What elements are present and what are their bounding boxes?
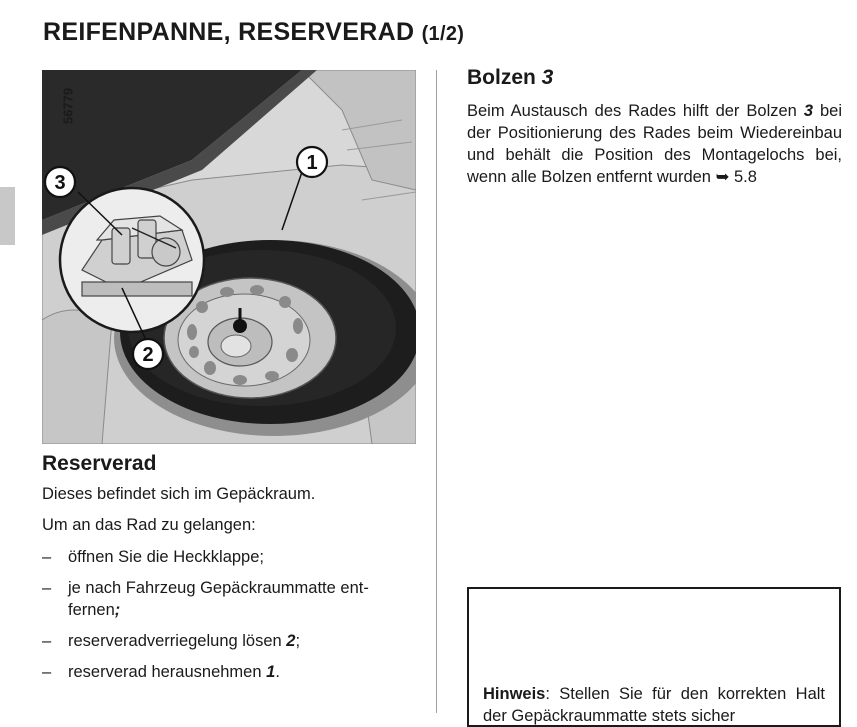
bolzen-body-post: bei der Positionierung des Rades beim Wiedereinbau und behält die Position des Montagelochs bei, wenn alle Bolzen entfernt wurden ➥ 5.8 <box>467 102 842 186</box>
hinweis-note-text <box>483 683 825 727</box>
step-text: reserveradverriegelung lösen <box>68 632 287 650</box>
callout-1-label: 1 <box>306 152 318 174</box>
page-title-main: REIFENPANNE, RESERVERAD <box>43 18 415 46</box>
step-item <box>42 577 420 621</box>
reserverad-para-location: Dieses befindet sich im Gepäckraum. <box>42 485 316 503</box>
figure-number: 56779 <box>60 87 76 125</box>
step-suffix: ; <box>114 601 121 619</box>
step-item <box>42 630 420 652</box>
bolzen-body-pre: Beim Austausch des Rades hilft der Bolzen <box>467 102 804 120</box>
step-ref: 1 <box>266 663 276 681</box>
step-dash: – <box>42 632 52 650</box>
bolzen-body-ref: 3 <box>803 102 813 120</box>
step-dash: – <box>42 579 52 597</box>
bolzen-heading-ref: 3 <box>541 66 554 89</box>
bolzen-heading-text: Bolzen <box>467 66 542 89</box>
step-ref: 2 <box>286 632 296 650</box>
spare-wheel-drawing <box>42 70 416 444</box>
hinweis-note-box <box>467 587 841 727</box>
reserverad-heading: Reserverad <box>42 452 157 475</box>
hinweis-label: Hinweis <box>483 685 546 703</box>
bolzen-heading <box>467 64 842 92</box>
step-suffix: ; <box>295 632 301 650</box>
step-item <box>42 661 420 683</box>
reserverad-para-access: Um an das Rad zu gelangen: <box>42 516 256 534</box>
bolzen-section <box>467 64 842 188</box>
column-divider <box>436 70 437 713</box>
bolzen-body <box>467 100 842 188</box>
step-item <box>42 546 420 568</box>
reserverad-section <box>42 451 420 692</box>
step-text: je nach Fahrzeug Gepäckraummatte ent-fernen <box>68 579 369 619</box>
callout-3-label: 3 <box>54 172 66 194</box>
page-title <box>43 18 464 47</box>
reserverad-steps-list <box>42 546 420 683</box>
spare-wheel-illustration <box>42 70 416 444</box>
callout-2-label: 2 <box>142 344 154 366</box>
step-text: reserverad herausnehmen <box>68 663 267 681</box>
page-title-part: (1/2) <box>421 23 465 45</box>
hinweis-text: : Stellen Sie für den korrekten Halt der Gepäckraummatte stets sicher <box>483 685 825 725</box>
step-dash: – <box>42 663 52 681</box>
step-text: öffnen Sie die Heckklappe; <box>68 548 264 566</box>
step-dash: – <box>42 548 52 566</box>
step-suffix: . <box>275 663 280 681</box>
section-tab-marker <box>0 187 15 245</box>
